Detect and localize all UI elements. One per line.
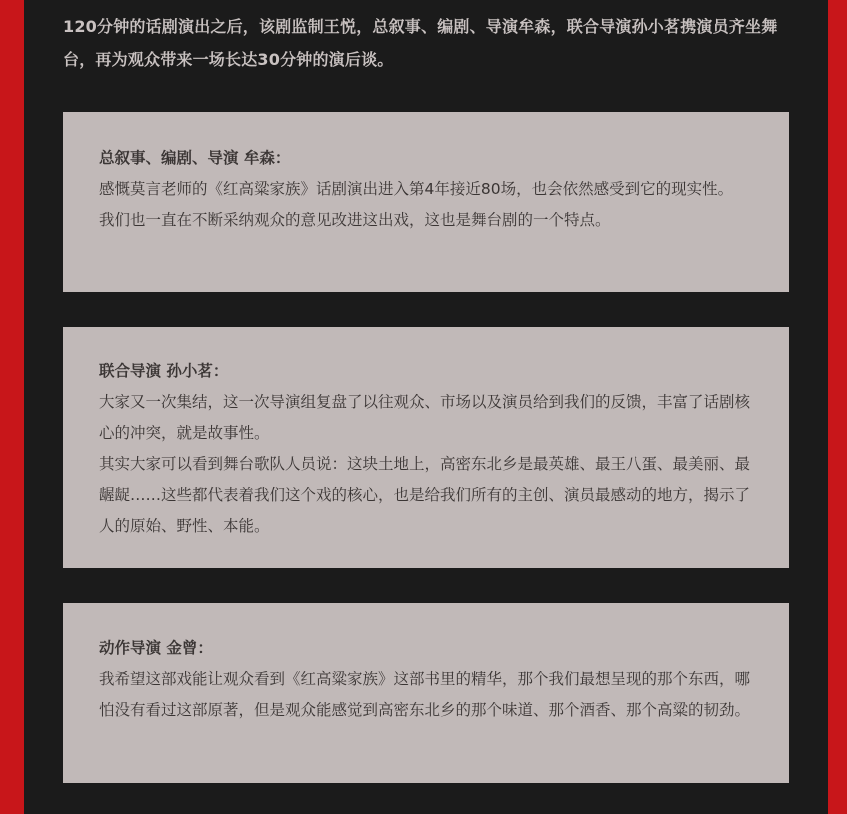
quote-card-jin-zeng	[63, 603, 789, 783]
quote-paragraph: 感慨莫言老师的《红高粱家族》话剧演出进入第4年接近80场，也会依然感受到它的现实性。	[99, 180, 734, 198]
right-red-border	[828, 0, 847, 814]
speaker-name: 总叙事、编剧、导演 牟森：	[99, 149, 291, 167]
quote-paragraph: 我们也一直在不断采纳观众的意见改进这出戏，这也是舞台剧的一个特点。	[99, 211, 611, 229]
quote-paragraph: 我希望这部戏能让观众看到《红高粱家族》这部书里的精华，那个我们最想呈现的那个东西，哪怕没有看过这部原著，但是观众能感觉到高密东北乡的那个味道、那个酒香、那个高粱的韧劲。	[99, 670, 751, 719]
quote-paragraph: 大家又一次集结，这一次导演组复盘了以往观众、市场以及演员给到我们的反馈，丰富了话剧核心的冲突，就是故事性。	[99, 393, 751, 442]
speaker-name: 联合导演 孙小茗：	[99, 362, 229, 380]
left-red-border	[0, 0, 24, 814]
quote-card-mou-sen	[63, 112, 789, 292]
intro-paragraph: 120分钟的话剧演出之后，该剧监制王悦，总叙事、编剧、导演牟森，联合导演孙小茗携演员齐坐舞台，再为观众带来一场长达30分钟的演后谈。	[63, 17, 778, 69]
quote-card-sun-xiaoming	[63, 327, 789, 568]
speaker-name: 动作导演 金曾：	[99, 639, 213, 657]
quote-paragraph: 其实大家可以看到舞台歌队人员说：这块土地上，高密东北乡是最英雄、最王八蛋、最美丽、最龌龊……这些都代表着我们这个戏的核心，也是给我们所有的主创、演员最感动的地方，揭示了人的原始、野性、本能。	[99, 455, 751, 535]
